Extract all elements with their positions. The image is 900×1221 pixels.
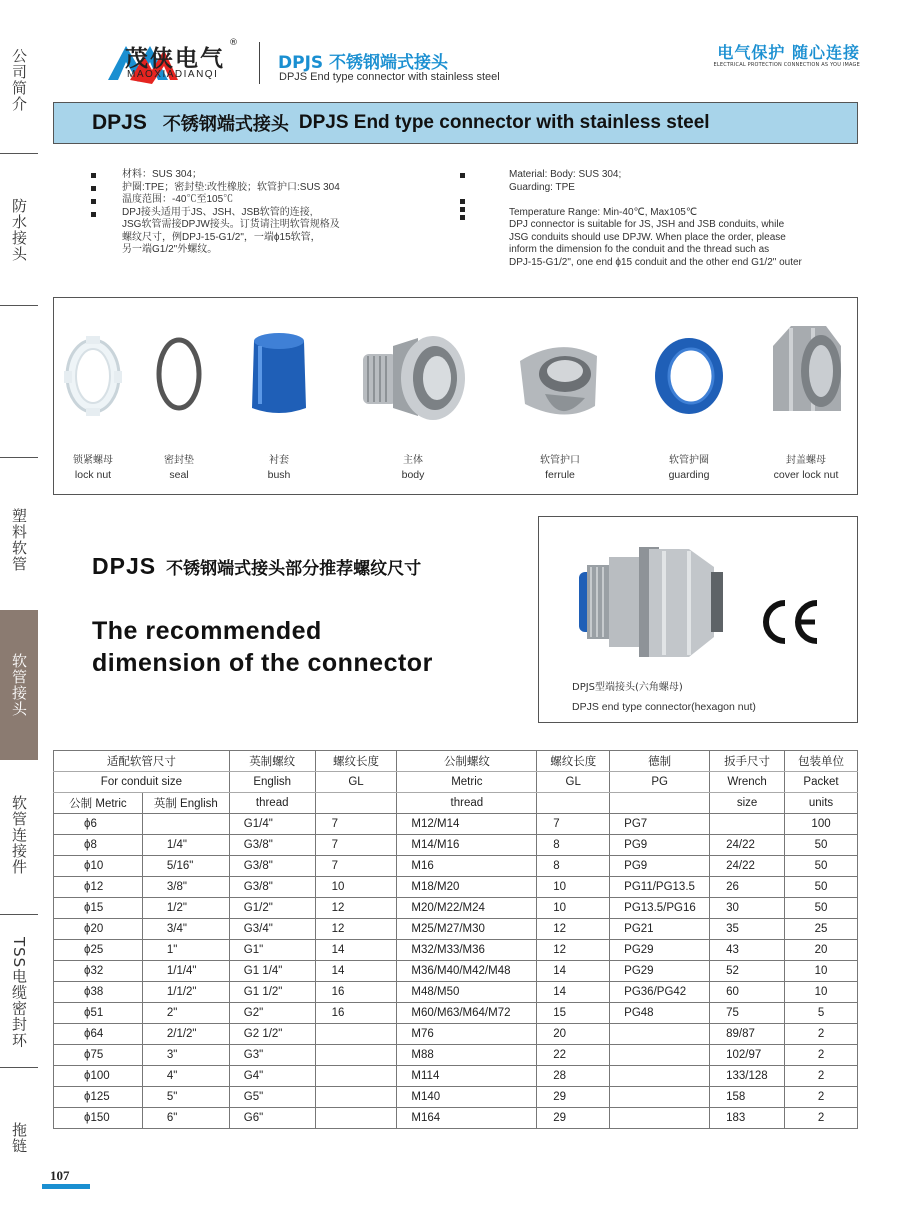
cell-metric-size: ϕ38 [54,982,143,1003]
table-header-cell: units [785,793,858,814]
cell-english-size: 6" [142,1108,229,1129]
cell-english-thread: G5" [229,1087,315,1108]
part-label-en: bush [267,469,291,481]
table-row [54,940,858,961]
cell-metric-thread: M164 [397,1108,537,1129]
cell-metric-thread: M32/M33/M36 [397,940,537,961]
cell-english-thread: G3/8" [229,835,315,856]
description-line: Material: Body: SUS 304; [509,169,622,180]
cell-metric-gl: 14 [537,961,610,982]
cell-pg-thread [610,1108,710,1129]
part-label-cn: 软管护口 [540,455,580,466]
slogan: 电气保护 随心连接 [717,43,860,62]
bullet-icon [91,212,96,217]
cell-metric-gl: 12 [537,919,610,940]
description-line: 护圈:TPE；密封垫:改性橡胶；软管护口:SUS 304 [122,181,340,193]
side-tab-label: 软管接头 [10,653,28,717]
part-label-cn: 主体 [403,455,423,466]
cell-english-size: 4" [142,1066,229,1087]
cell-metric-gl: 7 [537,814,610,835]
cell-metric-gl: 29 [537,1087,610,1108]
banner-model-code: DPJS [92,111,147,134]
cell-english-gl: 12 [315,898,397,919]
cell-wrench-size: 43 [710,940,785,961]
connector-body-icon [358,316,468,436]
cell-metric-size: ϕ6 [54,814,143,835]
cell-packet-units: 50 [785,835,858,856]
table-row [54,1066,858,1087]
table-header-cell: size [710,793,785,814]
cell-metric-gl: 15 [537,1003,610,1024]
cell-english-gl: 14 [315,961,397,982]
recommended-title-line: The recommended [92,617,322,645]
cell-wrench-size: 30 [710,898,785,919]
cell-metric-size: ϕ20 [54,919,143,940]
cell-metric-size: ϕ32 [54,961,143,982]
cell-wrench-size: 24/22 [710,856,785,877]
cell-packet-units: 2 [785,1087,858,1108]
cell-pg-thread [610,1066,710,1087]
table-header-cell: Wrench [710,772,785,793]
description-line: DPJ connector is suitable for JS, JSH and JSB conduits, while [509,219,785,230]
cell-pg-thread: PG48 [610,1003,710,1024]
bush-sleeve-icon [224,316,334,436]
slogan-english: ELECTRICAL PROTECTION CONNECTION AS YOU IMAGE [713,62,860,68]
cell-wrench-size: 102/97 [710,1045,785,1066]
cell-metric-size: ϕ150 [54,1108,143,1129]
cell-english-thread: G6" [229,1108,315,1129]
description-line: 另一端G1/2"外螺纹。 [122,244,218,255]
cell-english-thread: G2 1/2" [229,1024,315,1045]
part-label-en: cover lock nut [773,469,839,481]
dimension-table [53,750,858,1129]
part-label-en: guarding [668,469,710,481]
table-header-cell: GL [315,772,397,793]
table-row [54,1108,858,1129]
page-title: DPJS 不锈钢端式接头 [278,53,449,73]
bullet-icon [460,215,465,220]
cell-pg-thread: PG13.5/PG16 [610,898,710,919]
table-header-cell [610,793,710,814]
cell-english-size: 5/16" [142,856,229,877]
banner-english-title: DPJS End type connector with stainless steel [298,112,710,133]
cell-wrench-size: 183 [710,1108,785,1129]
page-number-bar [42,1184,90,1189]
cell-metric-size: ϕ75 [54,1045,143,1066]
page-subtitle: DPJS End type connector with stainless steel [279,71,500,83]
table-header-cell: 英制螺纹 [229,751,315,772]
cell-pg-thread: PG29 [610,940,710,961]
cell-english-gl [315,1045,397,1066]
cell-wrench-size: 35 [710,919,785,940]
table-header-cell: 德制 [610,751,710,772]
table-row [54,898,858,919]
cell-english-gl [315,1066,397,1087]
table-header-cell: thread [229,793,315,814]
cell-english-thread: G1 1/2" [229,982,315,1003]
description-line: Guarding: TPE [509,181,575,193]
cell-metric-gl: 10 [537,877,610,898]
bullet-icon [460,207,465,212]
cell-english-size: 1/1/4" [142,961,229,982]
cell-wrench-size: 24/22 [710,835,785,856]
cell-metric-thread: M18/M20 [397,877,537,898]
cell-packet-units: 2 [785,1024,858,1045]
cell-english-gl: 10 [315,877,397,898]
description-line: JSG软管需接DPJW接头。订货请注明软管规格及 [122,219,340,230]
cell-pg-thread [610,1024,710,1045]
part-label-en: body [401,469,425,481]
cell-metric-size: ϕ25 [54,940,143,961]
cell-english-size: 1/1/2" [142,982,229,1003]
product-photo-panel [538,516,858,723]
table-header-cell: 螺纹长度 [537,751,610,772]
part-label-cn: 衬套 [269,455,289,466]
table-header-cell: For conduit size [54,772,230,793]
cell-metric-gl: 14 [537,982,610,1003]
cell-metric-thread: M48/M50 [397,982,537,1003]
cell-metric-size: ϕ8 [54,835,143,856]
side-tab-label: 公司简介 [10,48,28,112]
title-banner [53,102,858,144]
side-tab-drag-chain[interactable] [0,1115,38,1160]
part-cover-lock-nut [751,298,861,494]
cell-metric-gl: 10 [537,898,610,919]
cell-metric-size: ϕ10 [54,856,143,877]
description-line: DPJ-15-G1/2", one end ϕ15 conduit and the other end G1/2" outer [509,256,802,268]
cell-english-gl: 12 [315,919,397,940]
recommended-english-title [92,615,433,679]
cell-packet-units: 10 [785,961,858,982]
ferrule-icon [505,316,615,436]
cell-metric-thread: M20/M22/M24 [397,898,537,919]
table-header-cell: 扳手尺寸 [710,751,785,772]
cell-english-thread: G4" [229,1066,315,1087]
table-header-cell: PG [610,772,710,793]
description-line: JSG conduits should use DPJW. When place the order, please [509,231,786,243]
recommended-model-code: DPJS [92,553,157,579]
part-label-en: seal [169,469,189,481]
description-line: inform the dimension fo the conduit and the thread such as [509,244,770,255]
table-header-row [54,772,858,793]
guarding-ring-icon [634,316,744,436]
bullet-icon [460,173,465,178]
table-header-cell: 公制 Metric [54,793,143,814]
cell-english-size [142,814,229,835]
description-line: DPJ接头适用于JS、JSH、JSB软管的连接, [122,206,313,218]
table-row [54,1003,858,1024]
cell-english-gl: 7 [315,814,397,835]
table-row [54,1024,858,1045]
cell-english-thread: G1/2" [229,898,315,919]
cell-packet-units: 2 [785,1108,858,1129]
cell-metric-gl: 28 [537,1066,610,1087]
bullet-icon [91,199,96,204]
recommended-chinese-title: 不锈钢端式接头部分推荐螺纹尺寸 [166,559,422,579]
seal-ring-icon [124,316,234,436]
table-header-cell: English [229,772,315,793]
part-label-en: ferrule [545,469,575,481]
cell-metric-thread: M76 [397,1024,537,1045]
recommended-title [92,553,421,580]
recommended-title-line: dimension of the connector [92,649,433,677]
cell-english-size: 1/2" [142,898,229,919]
table-row [54,856,858,877]
cell-english-thread: G3/8" [229,877,315,898]
cell-metric-thread: M60/M63/M64/M72 [397,1003,537,1024]
table-header-cell [315,793,397,814]
cell-packet-units: 2 [785,1045,858,1066]
cell-packet-units: 50 [785,856,858,877]
parts-panel [53,297,858,495]
cell-metric-thread: M36/M40/M42/M48 [397,961,537,982]
part-body [358,298,468,494]
cell-english-thread: G3/8" [229,856,315,877]
cell-english-gl: 7 [315,835,397,856]
table-header-cell: 适配软管尺寸 [54,751,230,772]
cell-packet-units: 20 [785,940,858,961]
cell-packet-units: 2 [785,1066,858,1087]
cell-wrench-size: 60 [710,982,785,1003]
cell-metric-thread: M25/M27/M30 [397,919,537,940]
cell-packet-units: 50 [785,898,858,919]
description-line [509,194,849,207]
cell-metric-gl: 22 [537,1045,610,1066]
table-row [54,814,858,835]
cell-packet-units: 5 [785,1003,858,1024]
cell-metric-size: ϕ51 [54,1003,143,1024]
side-divider [0,457,38,458]
cell-english-thread: G2" [229,1003,315,1024]
part-label-cn: 封盖螺母 [786,455,826,466]
cell-english-gl [315,1024,397,1045]
cell-english-gl: 14 [315,940,397,961]
side-tab-plastic-conduit[interactable] [0,495,38,585]
cell-metric-size: ϕ12 [54,877,143,898]
table-header-cell: 包装单位 [785,751,858,772]
description-line: 螺纹尺寸，例DPJ-15-G1/2"，一端ϕ15软管， [122,231,321,243]
cell-metric-thread: M16 [397,856,537,877]
part-bush [224,298,334,494]
part-seal [124,298,234,494]
part-label-cn: 锁紧螺母 [73,455,113,466]
header-divider [259,42,260,84]
cell-metric-gl: 29 [537,1108,610,1129]
cell-pg-thread: PG29 [610,961,710,982]
side-tab-label: 拖链 [10,1121,28,1154]
cell-packet-units: 100 [785,814,858,835]
photo-caption-en: DPJS end type connector(hexagon nut) [572,701,756,713]
side-tab-waterproof-connector[interactable] [0,185,38,275]
ce-mark-icon [761,597,821,647]
description-english [509,169,849,269]
side-tab-company-intro[interactable] [0,40,38,120]
cell-wrench-size: 75 [710,1003,785,1024]
side-divider [0,305,38,306]
cell-english-size: 2" [142,1003,229,1024]
logo-chinese-name: 茂侠电气 [125,46,225,72]
part-label-en: lock nut [74,469,112,481]
cell-metric-gl: 8 [537,835,610,856]
cell-wrench-size [710,814,785,835]
cell-wrench-size: 158 [710,1087,785,1108]
description-chinese [122,169,462,257]
cell-pg-thread: PG11/PG13.5 [610,877,710,898]
cell-english-gl: 16 [315,982,397,1003]
cell-english-size: 3" [142,1045,229,1066]
part-guarding [634,298,744,494]
page-number: 107 [50,1168,70,1183]
cell-english-gl: 16 [315,1003,397,1024]
cell-metric-thread: M14/M16 [397,835,537,856]
cell-pg-thread: PG9 [610,835,710,856]
cell-english-size: 1" [142,940,229,961]
table-header-cell: 公制螺纹 [397,751,537,772]
side-divider [0,1067,38,1068]
table-header-row [54,751,858,772]
side-divider [0,914,38,915]
description-line: 温度范围：-40℃至105℃ [122,194,234,205]
cell-english-thread: G3" [229,1045,315,1066]
table-header-cell: 螺纹长度 [315,751,397,772]
cell-english-thread: G1" [229,940,315,961]
cell-metric-size: ϕ125 [54,1087,143,1108]
cell-wrench-size: 26 [710,877,785,898]
side-tab-label: 塑料软管 [10,508,28,572]
cell-english-thread: G1/4" [229,814,315,835]
cell-pg-thread: PG36/PG42 [610,982,710,1003]
part-ferrule [505,298,615,494]
table-header-cell: Metric [397,772,537,793]
side-navigation [0,0,38,1221]
cell-metric-size: ϕ15 [54,898,143,919]
cell-pg-thread [610,1045,710,1066]
cell-pg-thread: PG7 [610,814,710,835]
cell-metric-gl: 20 [537,1024,610,1045]
cell-pg-thread [610,1087,710,1108]
part-label-cn: 软管护圈 [669,455,709,466]
side-tab-label: TSS电缆密封环 [10,936,28,1049]
table-row [54,1045,858,1066]
cell-english-size: 3/8" [142,877,229,898]
cell-metric-size: ϕ100 [54,1066,143,1087]
cover-nut-icon [751,316,861,436]
cell-metric-thread: M88 [397,1045,537,1066]
table-header-cell: Packet [785,772,858,793]
cell-pg-thread: PG21 [610,919,710,940]
cell-wrench-size: 52 [710,961,785,982]
table-row [54,835,858,856]
cell-packet-units: 25 [785,919,858,940]
table-row [54,982,858,1003]
side-tab-tss-seal[interactable] [0,925,38,1060]
cell-metric-thread: M114 [397,1066,537,1087]
table-body [54,814,858,1129]
table-header-cell [537,793,610,814]
description-line: Temperature Range: Min-40℃, Max105℃ [509,206,698,218]
table-row [54,877,858,898]
cell-english-gl [315,1108,397,1129]
table-row [54,919,858,940]
cell-english-thread: G3/4" [229,919,315,940]
cell-wrench-size: 89/87 [710,1024,785,1045]
cell-metric-gl: 12 [537,940,610,961]
logo-english-name: MAOXIADIANQI [127,69,219,80]
table-header-cell: thread [397,793,537,814]
cell-english-gl: 7 [315,856,397,877]
side-tab-conduit-connector[interactable] [0,610,38,760]
cell-wrench-size: 133/128 [710,1066,785,1087]
cell-metric-size: ϕ64 [54,1024,143,1045]
banner-chinese-title: 不锈钢端式接头 [162,114,289,135]
description-line: 材料：SUS 304； [122,169,203,180]
cell-english-gl [315,1087,397,1108]
cell-english-size: 1/4" [142,835,229,856]
cell-packet-units: 50 [785,877,858,898]
cell-english-size: 5" [142,1087,229,1108]
side-tab-label: 软管连接件 [10,795,28,875]
cell-metric-thread: M12/M14 [397,814,537,835]
table-header-cell: 英制 English [142,793,229,814]
side-tab-conduit-fitting[interactable] [0,785,38,885]
table-row [54,1087,858,1108]
part-label-cn: 密封垫 [164,455,194,466]
table-header-cell: GL [537,772,610,793]
cell-english-thread: G1 1/4" [229,961,315,982]
bullet-icon [91,186,96,191]
cell-pg-thread: PG9 [610,856,710,877]
cell-metric-thread: M140 [397,1087,537,1108]
cell-packet-units: 10 [785,982,858,1003]
cell-english-size: 3/4" [142,919,229,940]
bullet-icon [91,173,96,178]
table-row [54,961,858,982]
cell-english-size: 2/1/2" [142,1024,229,1045]
table-header-row [54,793,858,814]
bullet-icon [460,199,465,204]
photo-caption-cn: DPJS型端接头(六角螺母) [572,682,683,693]
side-tab-label: 防水接头 [10,198,28,262]
side-divider [0,153,38,154]
cell-metric-gl: 8 [537,856,610,877]
registered-mark: ® [229,38,238,48]
